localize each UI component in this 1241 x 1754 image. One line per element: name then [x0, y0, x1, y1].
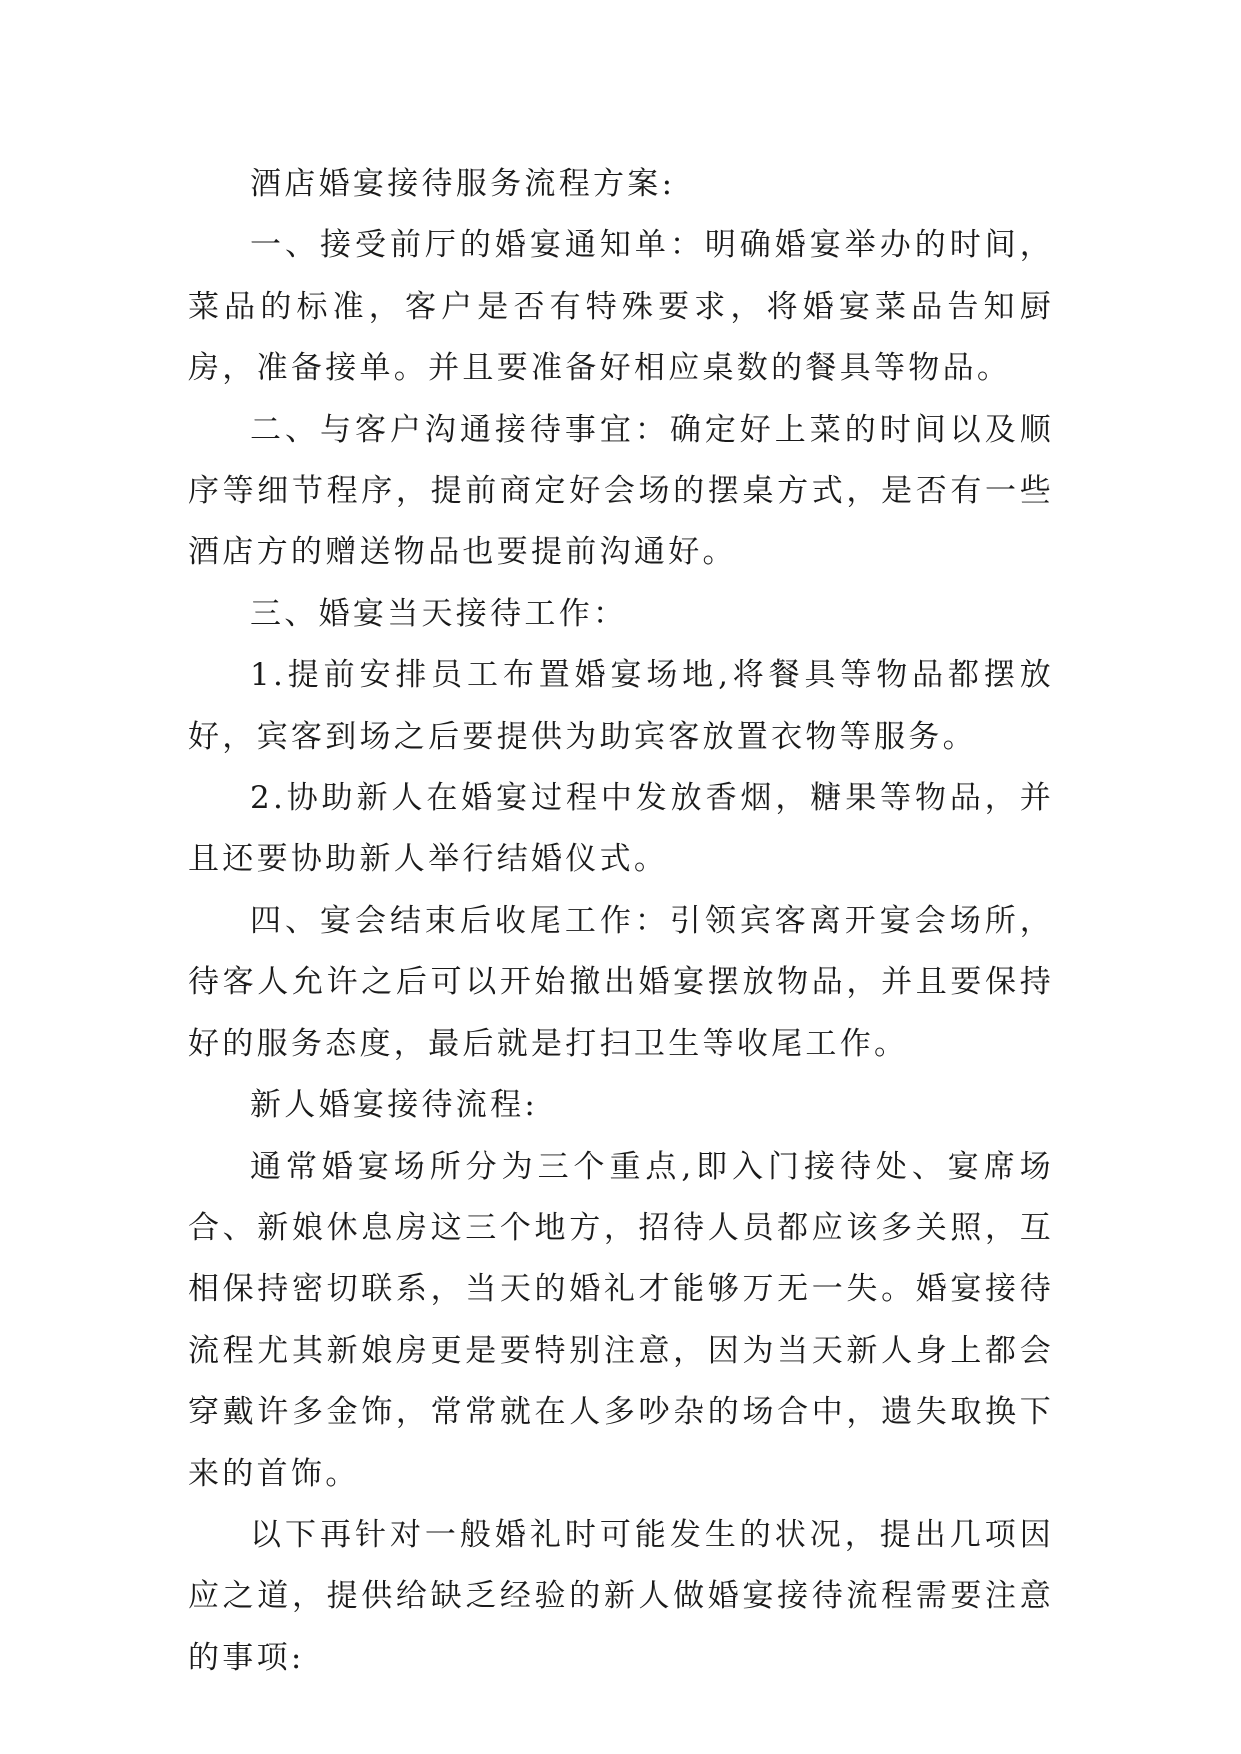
step-two-paragraph: 二、与客户沟通接待事宜：确定好上菜的时间以及顺序等细节程序，提前商定好会场的摆桌方式，是否有一些酒店方的赠送物品也要提前沟通好。	[188, 411, 1054, 571]
step-three-heading: 三、婚宴当天接待工作：	[250, 595, 628, 632]
step-three-item-1: 1.提前安排员工布置婚宴场地,将餐具等物品都摆放好，宾客到场之后要提供为助宾客放置衣物等服务。	[188, 657, 1054, 755]
step-four-paragraph: 四、宴会结束后收尾工作：引领宾客离开宴会场所，待客人允许之后可以开始撤出婚宴摆放物品，并且要保持好的服务态度，最后就是打扫卫生等收尾工作。	[188, 902, 1054, 1062]
step-one-paragraph: 一、接受前厅的婚宴通知单：明确婚宴举办的时间，菜品的标准，客户是否有特殊要求，将婚宴菜品告知厨房，准备接单。并且要准备好相应桌数的餐具等物品。	[188, 227, 1054, 387]
advice-paragraph: 以下再针对一般婚礼时可能发生的状况，提出几项因应之道，提供给缺乏经验的新人做婚宴接待流程需要注意的事项:	[188, 1516, 1054, 1676]
plan-title-paragraph: 酒店婚宴接待服务流程方案:	[250, 166, 676, 202]
step-three-item-2: 2.协助新人在婚宴过程中发放香烟，糖果等物品，并且还要协助新人举行结婚仪式。	[188, 780, 1054, 878]
section-title-paragraph: 新人婚宴接待流程:	[250, 1087, 539, 1124]
venue-paragraph: 通常婚宴场所分为三个重点,即入门接待处、宴席场合、新娘休息房这三个地方，招待人员都应该多关照，互相保持密切联系，当天的婚礼才能够万无一失。婚宴接待流程尤其新娘房更是要特别注意，因为当天新人身上都会穿戴许多金饰，常常就在人多吵杂的场合中，遗失取换下来的首饰。	[188, 1148, 1054, 1492]
document-body	[188, 154, 1054, 1689]
